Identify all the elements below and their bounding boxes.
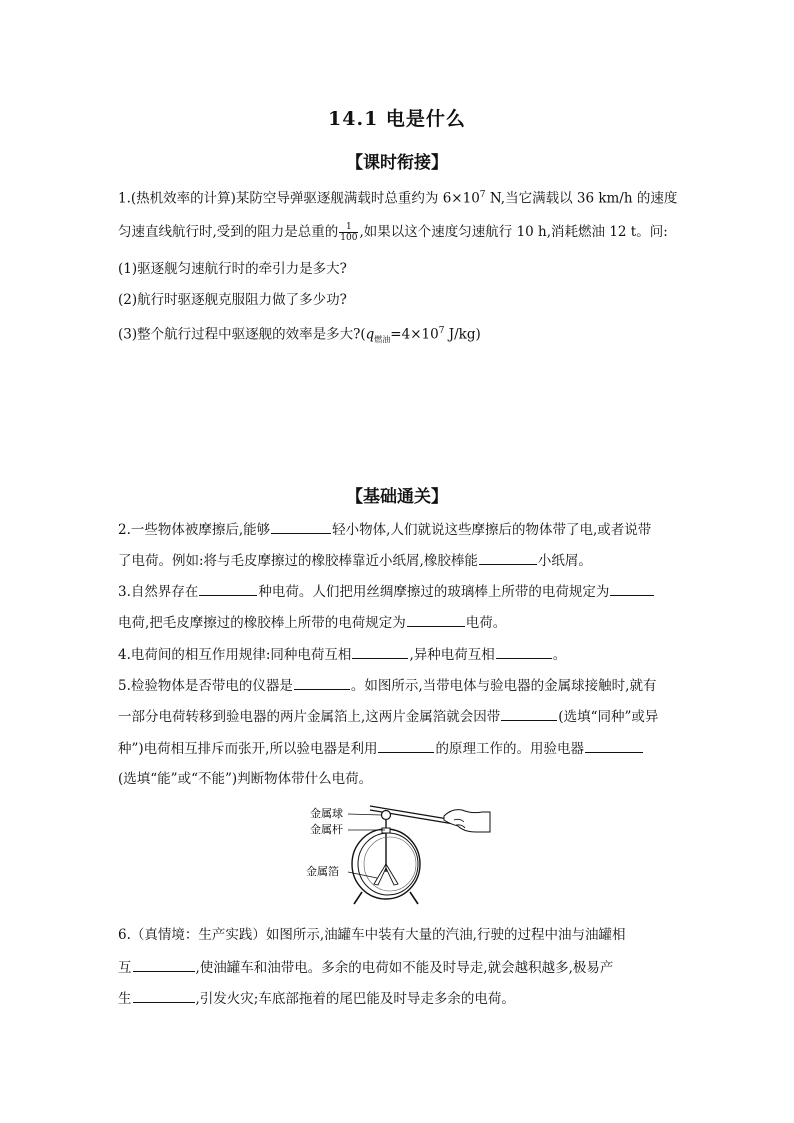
q4-text: 4.电荷间的相互作用规律:同种电荷互相: [118, 647, 352, 663]
answer-blank[interactable]: [133, 989, 195, 1003]
fraction: [339, 222, 358, 243]
q1-exponent: 7: [479, 190, 486, 200]
page-title: 14.1 电是什么: [328, 108, 466, 130]
q1-text: =4×10: [390, 326, 439, 343]
q1-text: 匀速直线航行时,受到的阻力是总重的: [118, 224, 339, 240]
q1-text: N,当它满载以 36 km/h 的速度: [485, 190, 678, 207]
section-heading-lesson-link: 【课时衔接】: [346, 153, 448, 173]
q3-text: 电荷,把毛皮摩擦过的橡胶棒上所带的电荷规定为: [118, 615, 406, 631]
q6-line-2: [118, 958, 613, 977]
q5-line-2: [118, 707, 658, 726]
leader-line-ball: [348, 814, 381, 815]
metal-foil-right: [386, 864, 398, 885]
answer-blank[interactable]: [352, 645, 408, 659]
q5-text: (选填“同种”或异: [558, 709, 659, 725]
q3-line-1: [118, 582, 655, 601]
q1-exponent: 7: [438, 326, 445, 336]
q2-text: 小纸屑。: [537, 553, 592, 569]
answer-blank[interactable]: [610, 582, 654, 596]
q6-line-1: 6.（真情境：生产实践）如图所示,油罐车中装有大量的汽油,行驶的过程中油与油罐相: [118, 927, 626, 943]
label-metal-rod: 金属杆: [310, 823, 343, 836]
answer-blank[interactable]: [407, 613, 465, 627]
electroscope-case-inner: [358, 833, 418, 895]
q5-text: 5.检验物体是否带电的仪器是: [118, 678, 293, 694]
q5-line-1: [118, 676, 656, 695]
q1-line-1: [118, 186, 677, 208]
q5-text: 。如图所示,当带电体与验电器的金属球接触时,就有: [350, 678, 657, 694]
answer-blank[interactable]: [378, 739, 434, 753]
q6-line-3: [118, 989, 515, 1008]
q1-part-2: (2)航行时驱逐舰克服阻力做了多少功?: [118, 292, 347, 308]
q4-text: ,异种电荷互相: [409, 647, 495, 663]
q6-text: 互: [118, 960, 132, 976]
q1-line-2: [118, 222, 668, 243]
electroscope-case-glass: [364, 837, 416, 891]
q5-line-4: (选填“能”或“不能”)判断物体带什么电荷。: [118, 771, 373, 787]
q3-text: 3.自然界存在: [118, 584, 199, 600]
metal-ball: [382, 811, 391, 820]
q1-text: ,如果以这个速度匀速航行 10 h,消耗燃油 12 t。问:: [359, 224, 668, 240]
answer-blank[interactable]: [133, 958, 195, 972]
q1-part-1: (1)驱逐舰匀速航行时的牵引力是多大?: [118, 261, 347, 277]
answer-blank[interactable]: [501, 707, 557, 721]
electroscope-feet: [354, 892, 418, 904]
q1-text: 1.(热机效率的计算)某防空导弹驱逐舰满载时总重约为 6×10: [118, 190, 480, 207]
answer-blank[interactable]: [585, 739, 643, 753]
q3-line-2: [118, 613, 506, 632]
q2-line-2: [118, 551, 592, 570]
q4-text: 。: [552, 647, 567, 663]
q2-text: 2.一些物体被摩擦后,能够: [118, 522, 271, 538]
section-heading-basics: 【基础通关】: [346, 487, 448, 507]
insulating-collar: [382, 828, 390, 833]
q1-text: (3)整个航行过程中驱逐舰的效率是多大?(: [118, 326, 366, 343]
q4-line: [118, 645, 566, 664]
hand-icon: [444, 810, 490, 832]
q3-text: 种电荷。人们把用丝绸摩擦过的玻璃棒上所带的电荷规定为: [258, 584, 610, 600]
fraction-numerator: 1: [339, 222, 358, 233]
q5-text: 种”)电荷相互排斥而张开,所以验电器是利用: [118, 741, 378, 757]
q2-line-1: [118, 520, 651, 539]
answer-blank[interactable]: [271, 520, 331, 534]
answer-blank[interactable]: [479, 551, 537, 565]
answer-blank[interactable]: [199, 582, 257, 596]
q3-text: 电荷。: [465, 615, 507, 631]
fraction-denominator: 100: [340, 233, 358, 243]
q6-text: ,使油罐车和油带电。多余的电荷如不能及时导走,就会越积越多,极易产: [195, 960, 614, 976]
label-metal-foil: 金属箔: [306, 865, 339, 878]
q5-text: 一部分电荷转移到验电器的两片金属箔上,这两片金属箔就会因带: [118, 709, 501, 725]
q-symbol: q: [365, 326, 375, 343]
leader-line-foil: [348, 872, 377, 878]
answer-blank[interactable]: [496, 645, 552, 659]
q5-line-3: [118, 739, 644, 758]
q1-text: J/kg): [444, 326, 481, 343]
q6-text: ,引发火灾;车底部拖着的尾巴能及时导走多余的电荷。: [195, 991, 515, 1007]
label-metal-ball: 金属球: [310, 807, 343, 820]
q1-part-3: [118, 322, 481, 349]
q2-text: 了电荷。例如:将与毛皮摩擦过的橡胶棒靠近小纸屑,橡胶棒能: [118, 553, 478, 569]
q6-text: 生: [118, 991, 132, 1007]
q5-text: 的原理工作的。用验电器: [435, 741, 584, 757]
electroscope-illustration: [304, 792, 504, 907]
subscript-fuel: 燃油: [374, 335, 391, 345]
answer-blank[interactable]: [294, 676, 350, 690]
electroscope-figure: [304, 792, 504, 907]
q2-text: 轻小物体,人们就说这些摩擦后的物体带了电,或者说带: [332, 522, 652, 538]
metal-foil-left: [374, 864, 386, 885]
